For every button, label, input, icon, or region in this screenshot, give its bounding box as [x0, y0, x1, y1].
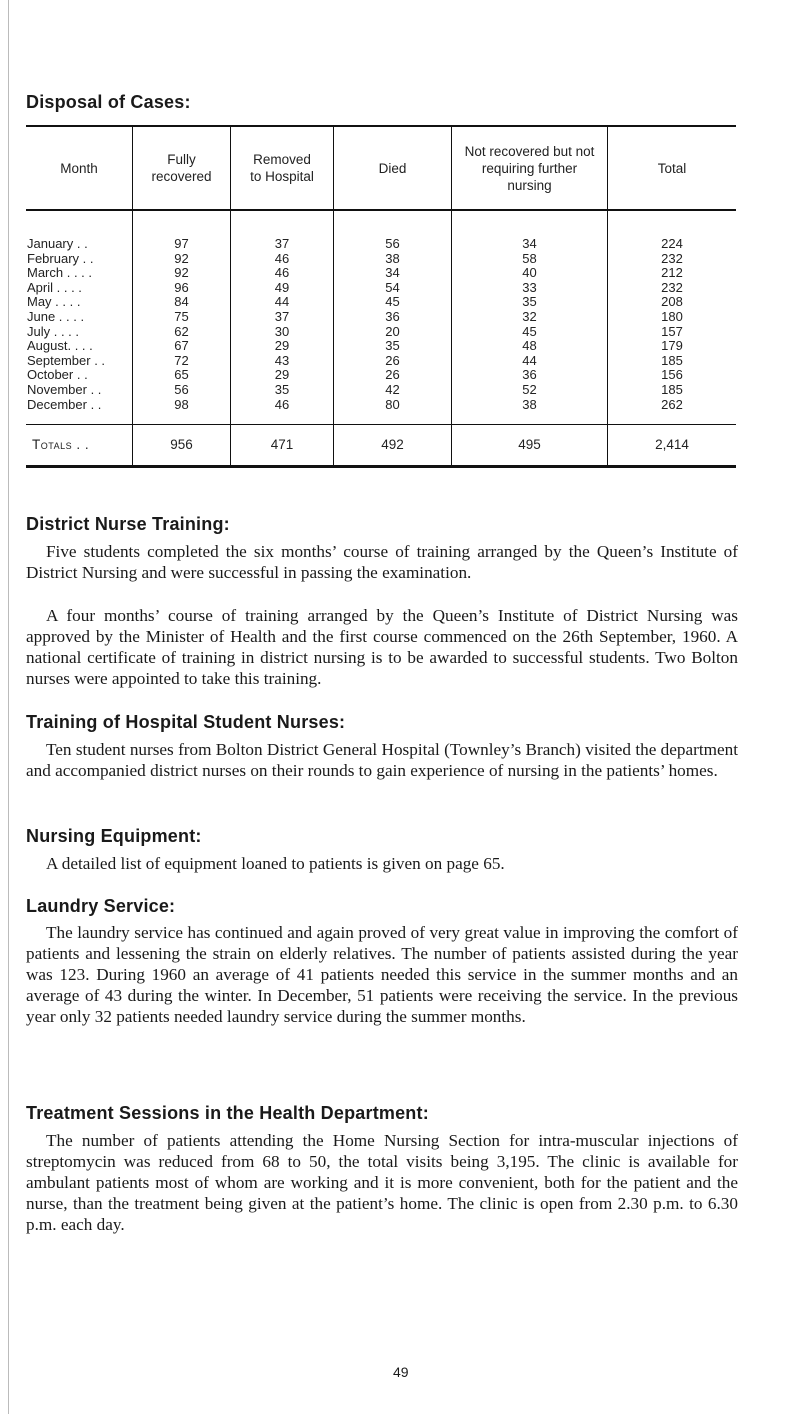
cell-removed-to-hospital: 46 — [231, 266, 334, 281]
table-row — [26, 295, 736, 310]
total-not-recovered: 495 — [452, 425, 608, 467]
table-row — [26, 266, 736, 281]
cell-not-recovered: 33 — [452, 281, 608, 296]
district-paragraph-2: A four months’ course of training arranged by the Queen’s Institute of District Nursing was approved by the Minister of Health and the first course commenced on the 26th September, 1960. A national certificate of training in district nursing is to be awarded to successful students. Two Bolton nurses were appointed to take this training. — [26, 606, 738, 688]
table-row — [26, 281, 736, 296]
header-not-recovered: Not recovered but not requiring further nursing — [452, 126, 608, 210]
equipment-heading: Nursing Equipment: — [26, 826, 202, 846]
total-total: 2,414 — [608, 425, 737, 467]
totals-row — [26, 425, 736, 467]
cell-not-recovered: 34 — [452, 210, 608, 252]
disposal-table — [26, 125, 736, 468]
total-removed-to-hospital: 471 — [231, 425, 334, 467]
table-row — [26, 398, 736, 425]
treatment-heading: Treatment Sessions in the Health Department: — [26, 1103, 429, 1123]
cell-removed-to-hospital: 46 — [231, 252, 334, 267]
cell-not-recovered: 36 — [452, 368, 608, 383]
cell-fully-recovered: 62 — [133, 325, 231, 340]
table-row — [26, 252, 736, 267]
table-header-row — [26, 126, 736, 210]
total-died: 492 — [334, 425, 452, 467]
cell-total: 232 — [608, 281, 737, 296]
cell-month: December . . — [27, 396, 102, 412]
cell-month: July . . . . — [27, 323, 80, 339]
cell-total: 180 — [608, 310, 737, 325]
cell-died: 38 — [334, 252, 452, 267]
cell-month: June . . . . — [27, 308, 85, 324]
disposal-heading: Disposal of Cases: — [26, 92, 191, 112]
header-removed-to-hospital: Removed to Hospital — [231, 126, 334, 210]
cell-month: March . . . . — [27, 265, 93, 281]
total-fully-recovered: 956 — [133, 425, 231, 467]
cell-fully-recovered: 92 — [133, 252, 231, 267]
cell-not-recovered: 38 — [452, 398, 608, 425]
table-row — [26, 354, 736, 369]
table-row — [26, 368, 736, 383]
cell-total: 208 — [608, 295, 737, 310]
cell-not-recovered: 44 — [452, 354, 608, 369]
cell-fully-recovered: 65 — [133, 368, 231, 383]
cell-removed-to-hospital: 43 — [231, 354, 334, 369]
cell-removed-to-hospital: 46 — [231, 398, 334, 425]
cell-total: 262 — [608, 398, 737, 425]
header-fully-recovered: Fully recovered — [133, 126, 231, 210]
cell-total: 185 — [608, 354, 737, 369]
cell-month: April . . . . — [27, 279, 82, 295]
cell-fully-recovered: 75 — [133, 310, 231, 325]
cell-died: 34 — [334, 266, 452, 281]
cell-total: 179 — [608, 339, 737, 354]
table-row — [26, 383, 736, 398]
cell-month: January . . — [27, 236, 88, 251]
page-binding-edge — [8, 0, 9, 1414]
cell-total: 212 — [608, 266, 737, 281]
cell-not-recovered: 48 — [452, 339, 608, 354]
district-paragraph-1: Five students completed the six months’ course of training arranged by the Queen’s Institute of District Nursing and were successful in passing the examination. — [26, 542, 738, 582]
cell-total: 232 — [608, 252, 737, 267]
cell-died: 56 — [334, 210, 452, 252]
cell-total: 156 — [608, 368, 737, 383]
cell-fully-recovered: 92 — [133, 266, 231, 281]
cell-died: 80 — [334, 398, 452, 425]
cell-removed-to-hospital: 37 — [231, 310, 334, 325]
cell-died: 54 — [334, 281, 452, 296]
table-row — [26, 210, 736, 252]
cell-died: 20 — [334, 325, 452, 340]
cell-removed-to-hospital: 30 — [231, 325, 334, 340]
cell-not-recovered: 40 — [452, 266, 608, 281]
total-month: Totals . . — [26, 425, 133, 467]
equipment-paragraph-1: A detailed list of equipment loaned to patients is given on page 65. — [46, 854, 505, 873]
cell-fully-recovered: 96 — [133, 281, 231, 296]
laundry-heading: Laundry Service: — [26, 896, 176, 916]
cell-died: 42 — [334, 383, 452, 398]
header-total: Total — [608, 126, 737, 210]
cell-removed-to-hospital: 29 — [231, 368, 334, 383]
cell-month: October . . — [27, 367, 88, 383]
cell-fully-recovered: 97 — [133, 210, 231, 252]
treatment-paragraph-1: The number of patients attending the Home Nursing Section for intra-muscular injections of streptomycin was reduced from 68 to 50, the total visits being 3,195. The clinic is available for ambulant patients most of whom are working and it is more convenient, both for the patient and the nurse, than the treatment being given at the patient’s home. The clinic is open from 2.30 p.m. to 6.30 p.m. each day. — [26, 1131, 738, 1234]
cell-died: 26 — [334, 368, 452, 383]
cell-died: 45 — [334, 295, 452, 310]
table-row — [26, 339, 736, 354]
cell-total: 224 — [608, 210, 737, 252]
cell-not-recovered: 32 — [452, 310, 608, 325]
hospital-paragraph-1: Ten student nurses from Bolton District General Hospital (Townley’s Branch) visited the department and accompanied district nurses on their rounds to gain experience of nursing in the patients’ homes. — [26, 740, 738, 780]
laundry-paragraph-1: The laundry service has continued and again proved of very great value in improving the comfort of patients and lessening the strain on elderly relatives. The number of patients assisted during the year was 123. During 1960 an average of 41 patients needed this service in the summer months and an average of 43 during the winter. In December, 51 patients were receiving the service. In the previous year only 32 patients needed laundry service during the summer months. — [26, 923, 738, 1026]
cell-month: May . . . . — [27, 294, 81, 310]
cell-died: 26 — [334, 354, 452, 369]
cell-fully-recovered: 56 — [133, 383, 231, 398]
cell-month: September . . — [27, 352, 106, 368]
cell-removed-to-hospital: 44 — [231, 295, 334, 310]
cell-fully-recovered: 72 — [133, 354, 231, 369]
header-month: Month — [26, 126, 133, 210]
cell-died: 35 — [334, 339, 452, 354]
cell-month: November . . — [27, 381, 102, 397]
cell-total: 157 — [608, 325, 737, 340]
hospital-heading: Training of Hospital Student Nurses: — [26, 712, 346, 732]
cell-month: August. . . . — [27, 338, 93, 354]
district-heading: District Nurse Training: — [26, 514, 230, 534]
table-body — [26, 210, 736, 467]
cell-not-recovered: 52 — [452, 383, 608, 398]
cell-fully-recovered: 84 — [133, 295, 231, 310]
cell-died: 36 — [334, 310, 452, 325]
cell-not-recovered: 45 — [452, 325, 608, 340]
page-number: 49 — [393, 1364, 409, 1380]
cell-not-recovered: 35 — [452, 295, 608, 310]
cell-month: February . . — [27, 250, 94, 266]
cell-removed-to-hospital: 29 — [231, 339, 334, 354]
cell-fully-recovered: 98 — [133, 398, 231, 425]
cell-removed-to-hospital: 49 — [231, 281, 334, 296]
table-row — [26, 325, 736, 340]
cell-fully-recovered: 67 — [133, 339, 231, 354]
cell-removed-to-hospital: 35 — [231, 383, 334, 398]
header-died: Died — [334, 126, 452, 210]
cell-not-recovered: 58 — [452, 252, 608, 267]
cell-removed-to-hospital: 37 — [231, 210, 334, 252]
table-row — [26, 310, 736, 325]
cell-total: 185 — [608, 383, 737, 398]
